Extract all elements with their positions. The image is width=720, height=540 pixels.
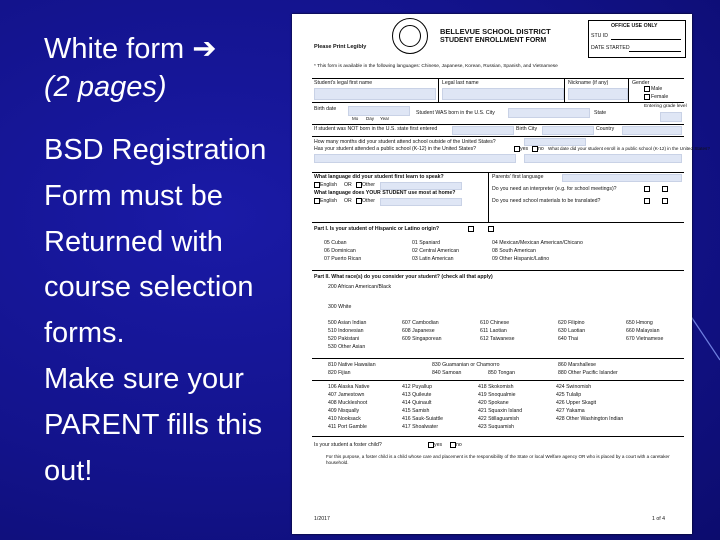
race-code: 520 Pakistani bbox=[328, 336, 360, 342]
tribe: 418 Skokomish bbox=[478, 384, 514, 390]
race-code: 670 Vietnamese bbox=[626, 336, 664, 342]
gender-male: Male bbox=[651, 86, 663, 92]
race-question: Part II. What race(s) do you consider your student? (check all that apply) bbox=[314, 274, 493, 280]
pacific-code: 810 Native Hawaiian bbox=[328, 362, 376, 368]
code: 08 South American bbox=[492, 248, 536, 254]
race-code: 660 Malaysian bbox=[626, 328, 660, 334]
translated-q: Do you need school materials to be translated? bbox=[492, 198, 601, 204]
interpreter-q: Do you need an interpreter (e.g. for school meetings)? bbox=[492, 186, 617, 192]
tribe: 413 Quileute bbox=[402, 392, 432, 398]
race-code: 510 Indonesian bbox=[328, 328, 364, 334]
race-code: 630 Laotian bbox=[558, 328, 586, 334]
born-us-city-label: Student WAS born in the U.S. City bbox=[416, 110, 495, 116]
office-id-label: STU ID bbox=[591, 33, 609, 39]
tribe: 416 Sauk-Suiattle bbox=[402, 416, 443, 422]
race-code: 640 Thai bbox=[558, 336, 579, 342]
tribe: 409 Nisqually bbox=[328, 408, 360, 414]
body-line: course selection bbox=[44, 271, 254, 304]
slide-text-block bbox=[44, 30, 294, 494]
code: 09 Other Hispanic/Latino bbox=[492, 256, 550, 262]
tribe: 410 Nooksack bbox=[328, 416, 361, 422]
heading-line-2: (2 pages) bbox=[44, 71, 167, 103]
tribe: 426 Upper Skagit bbox=[556, 400, 597, 406]
lang-other: Other bbox=[362, 182, 375, 188]
first-language-q: What language did your student first learn to speak? bbox=[314, 174, 444, 180]
pacific-code: 880 Other Pacific Islander bbox=[558, 370, 618, 376]
slide-body bbox=[44, 128, 294, 494]
tribe: 422 Stillaguamish bbox=[478, 416, 519, 422]
enrollment-form-image bbox=[292, 14, 710, 534]
print-legibly: Please Print Legibly bbox=[314, 44, 367, 50]
tribe: 421 Squaxin Island bbox=[478, 408, 523, 414]
pacific-code: 840 Samoan bbox=[432, 370, 462, 376]
tribe: 412 Puyallup bbox=[402, 384, 432, 390]
tribe: 411 Port Gamble bbox=[328, 424, 367, 430]
race-code: 611 Laotian bbox=[480, 328, 507, 334]
parent-language-label: Parents' first language bbox=[492, 174, 544, 180]
district-seal-icon bbox=[392, 18, 428, 54]
birth-city-label: Birth City bbox=[516, 126, 538, 132]
code: 01 Spaniard bbox=[412, 240, 440, 246]
race-code: 200 African American/Black bbox=[328, 284, 392, 290]
tribe: 415 Samish bbox=[402, 408, 430, 414]
code: 03 Latin American bbox=[412, 256, 454, 262]
tribe: 419 Snoqualmie bbox=[478, 392, 516, 398]
last-name-label: Legal last name bbox=[442, 80, 479, 86]
tribe: 414 Quinault bbox=[402, 400, 432, 406]
race-code: 608 Japanese bbox=[402, 328, 435, 334]
body-line: BSD Registration bbox=[44, 134, 267, 166]
race-code: 530 Other Asian bbox=[328, 344, 366, 350]
lang-or-2: OR bbox=[344, 198, 352, 204]
state-first-entered-label: If student was NOT born in the U.S. state first entered bbox=[314, 126, 438, 132]
home-language-q: What language does YOUR STUDENT use most at home? bbox=[314, 190, 456, 196]
no-label: no bbox=[538, 146, 544, 152]
body-line: Returned with bbox=[44, 225, 223, 258]
foster-question: Is your student a foster child? bbox=[314, 442, 382, 448]
foster-no: no bbox=[456, 442, 462, 448]
race-code: 650 Hmong bbox=[626, 320, 653, 326]
nickname-label: Nickname (if any) bbox=[568, 80, 609, 86]
code: 06 Dominican bbox=[324, 248, 356, 254]
race-code: 612 Taiwanese bbox=[480, 336, 515, 342]
code: 02 Central American bbox=[412, 248, 459, 254]
months-outside-us: How many months did your student attend school outside of the United States? bbox=[314, 139, 496, 145]
office-use-box bbox=[588, 20, 686, 58]
languages-note: * This form is available in the following languages: Chinese, Japanese, Korean, Russian, Spanish, and Vietnamese bbox=[314, 64, 558, 69]
foster-note: For this purpose, a foster child is a child whose care and placement is the responsibility of the State or local Welfare agency OR who is placed by a court with a caretaker household. bbox=[326, 454, 670, 465]
footer-date: 1/2017 bbox=[314, 516, 330, 522]
body-line: Form must be bbox=[44, 179, 223, 212]
birthdate-label: Birth date bbox=[314, 106, 337, 112]
tribe: 423 Suquamish bbox=[478, 424, 515, 430]
code: 04 Mexican/Mexican American/Chicano bbox=[492, 240, 583, 246]
attended-us-public: Has your student attended a public school (K-12) in the United States? bbox=[314, 146, 477, 152]
tribe: 417 Shoalwater bbox=[402, 424, 439, 430]
race-code: 300 White bbox=[328, 304, 352, 310]
gender-label: Gender bbox=[632, 80, 650, 86]
hispanic-question: Part I. Is your student of Hispanic or Latino origin? bbox=[314, 226, 440, 232]
heading-line-1: White form ➔ bbox=[44, 33, 217, 65]
body-line: out! bbox=[44, 454, 93, 487]
lang-english: English bbox=[320, 182, 338, 188]
state-label: State bbox=[594, 110, 607, 116]
body-line: forms. bbox=[44, 317, 125, 350]
pacific-code: 830 Guamanian or Chamorro bbox=[432, 362, 500, 368]
enroll-date: What date did your student enroll in a public school (K-12) in the United States? bbox=[548, 146, 710, 151]
code: 07 Puerto Rican bbox=[324, 256, 362, 262]
tribe: 428 Other Washington Indian bbox=[556, 416, 624, 422]
date-day: Day bbox=[366, 116, 375, 121]
tribe: 106 Alaska Native bbox=[328, 384, 370, 390]
foster-yes: yes bbox=[434, 442, 443, 448]
pacific-code: 850 Tongan bbox=[488, 370, 516, 376]
body-line: Make sure your bbox=[44, 362, 244, 395]
code: 05 Cuban bbox=[324, 240, 347, 246]
form-title: STUDENT ENROLLMENT FORM bbox=[440, 37, 547, 44]
office-use-label: OFFICE USE ONLY bbox=[611, 23, 658, 29]
district-name: BELLEVUE SCHOOL DISTRICT bbox=[440, 27, 551, 36]
race-code: 500 Asian Indian bbox=[328, 320, 367, 326]
yes-label: yes bbox=[520, 146, 529, 152]
race-code: 607 Cambodian bbox=[402, 320, 439, 326]
tribe: 425 Tulalip bbox=[556, 392, 582, 398]
grade-label: Entering grade level bbox=[644, 104, 687, 109]
pacific-code: 860 Marshallese bbox=[558, 362, 597, 368]
race-code: 620 Filipino bbox=[558, 320, 585, 326]
footer-page: 1 of 4 bbox=[652, 516, 665, 522]
first-name-label: Student's legal first name bbox=[314, 80, 373, 86]
race-code: 609 Singaporean bbox=[402, 336, 442, 342]
lang-or: OR bbox=[344, 182, 352, 188]
body-line: PARENT fills this bbox=[44, 408, 263, 441]
date-mo: Mo bbox=[352, 116, 359, 121]
office-date-label: DATE STARTED bbox=[591, 45, 630, 51]
pacific-code: 820 Fijian bbox=[328, 370, 351, 376]
tribe: 427 Yakama bbox=[556, 408, 585, 414]
lang-other-2: Other bbox=[362, 198, 375, 204]
tribe: 420 Spokane bbox=[478, 400, 509, 406]
gender-female: Female bbox=[651, 94, 669, 100]
country-label: Country bbox=[596, 126, 615, 132]
date-year: Year bbox=[380, 116, 390, 121]
tribe: 408 Muckleshoot bbox=[328, 400, 368, 406]
tribe: 424 Swinomish bbox=[556, 384, 592, 390]
lang-english-2: English bbox=[320, 198, 338, 204]
race-code: 610 Chinese bbox=[480, 320, 510, 326]
tribe: 407 Jamestown bbox=[328, 392, 365, 398]
slide-heading bbox=[44, 30, 294, 106]
